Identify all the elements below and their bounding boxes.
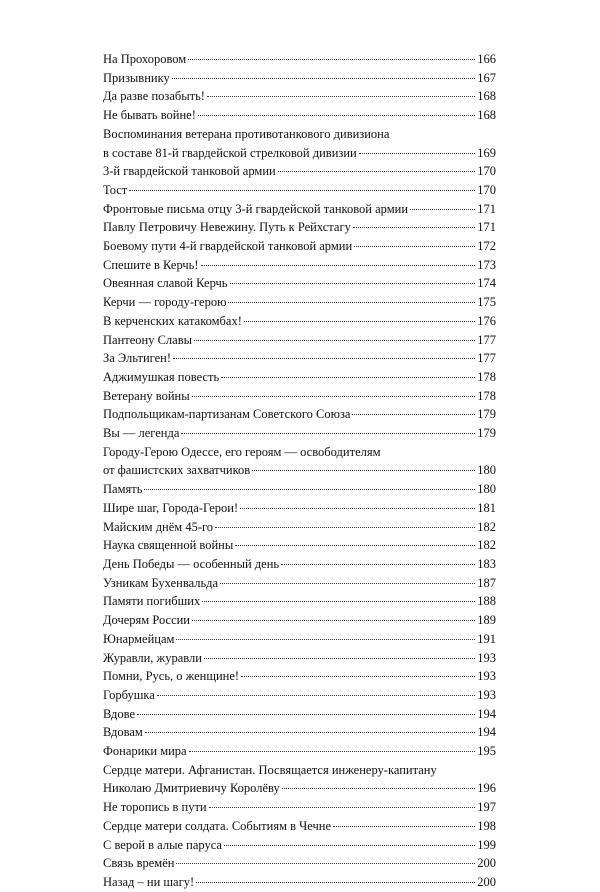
toc-entry-page-number: 182 xyxy=(477,519,496,534)
toc-entry-page-number: 179 xyxy=(477,426,496,441)
toc-entry xyxy=(103,125,496,162)
dot-leader xyxy=(252,470,475,471)
toc-entry-row xyxy=(103,667,496,686)
dot-leader xyxy=(224,845,475,846)
toc-entry-row xyxy=(103,50,496,69)
toc-entry-title: Спешите в Керчь! xyxy=(103,257,199,272)
dot-leader xyxy=(176,639,475,640)
toc-entry-title: Боевому пути 4-й гвардейской танковой армии xyxy=(103,239,353,254)
toc-entry-page-number: 182 xyxy=(477,538,496,553)
toc-entry xyxy=(103,331,496,350)
dot-leader xyxy=(281,564,475,565)
toc-entry-row xyxy=(103,274,496,293)
toc-entry xyxy=(103,873,496,892)
toc-entry-row xyxy=(103,779,496,798)
toc-entry-title: Вдове xyxy=(103,706,136,721)
toc-entry-row xyxy=(103,705,496,724)
toc-entry xyxy=(103,424,496,443)
toc-entry-page-number: 193 xyxy=(477,687,496,702)
toc-entry xyxy=(103,649,496,668)
toc-entry xyxy=(103,293,496,312)
toc-entry xyxy=(103,854,496,873)
dot-leader xyxy=(410,209,475,210)
toc-entry-row xyxy=(103,742,496,761)
toc-entry xyxy=(103,817,496,836)
toc-entry-row xyxy=(103,611,496,630)
dot-leader xyxy=(244,321,475,322)
dot-leader xyxy=(137,714,475,715)
toc-entry xyxy=(103,723,496,742)
toc-entry-page-number: 200 xyxy=(477,874,496,889)
toc-entry-page-number: 169 xyxy=(477,145,496,160)
toc-entry-title: Память xyxy=(103,482,143,497)
toc-entry-title: Ветерану войны xyxy=(103,388,190,403)
toc-entry-title: Фронтовые письма отцу 3-й гвардейской танковой армии xyxy=(103,201,409,216)
toc-entry xyxy=(103,667,496,686)
toc-entry-row xyxy=(103,555,496,574)
toc-entry-page-number: 196 xyxy=(477,781,496,796)
dot-leader xyxy=(353,227,475,228)
toc-entry-page-number: 176 xyxy=(477,313,496,328)
toc-entry xyxy=(103,218,496,237)
toc-entry xyxy=(103,349,496,368)
toc-entry-page-number: 170 xyxy=(477,164,496,179)
dot-leader xyxy=(230,283,476,284)
toc-entry-title: Подпольщикам-партизанам Советского Союза xyxy=(103,407,351,422)
toc-entry xyxy=(103,742,496,761)
dot-leader xyxy=(282,788,475,789)
toc-entry-page-number: 174 xyxy=(477,276,496,291)
dot-leader xyxy=(189,751,476,752)
toc-entry-row xyxy=(103,536,496,555)
toc-entry-title: В керченских катакомбах! xyxy=(103,313,242,328)
toc-entry-title: Павлу Петровичу Невежину. Путь к Рейхстагу xyxy=(103,220,351,235)
toc-entry-row xyxy=(103,592,496,611)
toc-entry xyxy=(103,387,496,406)
toc-entry xyxy=(103,69,496,88)
toc-entry-row xyxy=(103,256,496,275)
toc-entry xyxy=(103,162,496,181)
dot-leader xyxy=(235,545,475,546)
dot-leader xyxy=(207,96,475,97)
toc-entry-row xyxy=(103,649,496,668)
toc-entry-row xyxy=(103,798,496,817)
toc-entry-row xyxy=(103,817,496,836)
dot-leader xyxy=(198,115,475,116)
dot-leader xyxy=(172,78,476,79)
toc-entry xyxy=(103,536,496,555)
toc-entry-page-number: 188 xyxy=(477,594,496,609)
toc-entry xyxy=(103,368,496,387)
toc-entry-page-number: 170 xyxy=(477,182,496,197)
dot-leader xyxy=(333,826,475,827)
toc-entry-title: С верой в алые паруса xyxy=(103,837,222,852)
dot-leader xyxy=(129,190,475,191)
toc-entry-title: Фонарики мира xyxy=(103,744,187,759)
toc-entry-title: За Эльтиген! xyxy=(103,351,171,366)
toc-entry xyxy=(103,87,496,106)
toc-entry-page-number: 193 xyxy=(477,669,496,684)
toc-entry-title: На Прохоровом xyxy=(103,52,187,66)
toc-entry-title: Майским днём 45-го xyxy=(103,519,214,534)
toc-entry xyxy=(103,630,496,649)
toc-entry-title: День Победы — особенный день xyxy=(103,556,280,571)
toc-entry-row xyxy=(103,293,496,312)
toc-entry xyxy=(103,50,496,69)
toc-entry-title-line: Городу-Герою Одессе, его героям — освободителям xyxy=(103,444,381,459)
dot-leader xyxy=(209,807,476,808)
dot-leader xyxy=(354,246,475,247)
toc-entry-title-line: Воспоминания ветерана противотанкового дивизиона xyxy=(103,126,390,141)
dot-leader xyxy=(192,620,475,621)
dot-leader xyxy=(204,658,475,659)
toc-entry-row xyxy=(103,387,496,406)
dot-leader xyxy=(194,340,475,341)
toc-entry xyxy=(103,836,496,855)
dot-leader xyxy=(220,583,475,584)
dot-leader xyxy=(173,358,475,359)
toc-entry xyxy=(103,274,496,293)
dot-leader xyxy=(240,508,475,509)
toc-entry-title: Связь времён xyxy=(103,856,175,871)
toc-entry-title: Дочерям России xyxy=(103,613,190,628)
toc-entry xyxy=(103,798,496,817)
toc-entry-title: Тост xyxy=(103,182,128,197)
toc-entry-row xyxy=(103,424,496,443)
toc-entry-title: Не торопись в пути xyxy=(103,800,207,815)
toc-entry-page-number: 172 xyxy=(477,239,496,254)
toc-entry xyxy=(103,256,496,275)
dot-leader xyxy=(228,302,475,303)
dot-leader xyxy=(221,377,475,378)
toc-entry-row xyxy=(103,181,496,200)
toc-entry-row xyxy=(103,144,496,163)
toc-entry-title: Пантеону Славы xyxy=(103,332,193,347)
dot-leader xyxy=(192,396,476,397)
toc-entry-page-number: 193 xyxy=(477,650,496,665)
toc-entry-page-number: 181 xyxy=(477,500,496,515)
toc-entry-title: Наука священной войны xyxy=(103,538,234,553)
toc-entry xyxy=(103,686,496,705)
toc-entry-row xyxy=(103,574,496,593)
dot-leader xyxy=(144,489,475,490)
dot-leader xyxy=(188,59,475,60)
toc-entry-page-number: 168 xyxy=(477,89,496,104)
toc-entry xyxy=(103,106,496,125)
toc-entry-page-number: 194 xyxy=(477,706,496,721)
toc-entry-page-number: 168 xyxy=(477,108,496,123)
toc-entry-page-number: 178 xyxy=(477,388,496,403)
toc-entry-title: в составе 81-й гвардейской стрелковой дивизии xyxy=(103,145,357,160)
toc-entry-page-number: 198 xyxy=(477,818,496,833)
toc-entry-title: Вы — легенда xyxy=(103,426,180,441)
toc-entry-row xyxy=(103,331,496,350)
toc-entry-page-number: 166 xyxy=(477,52,496,66)
dot-leader xyxy=(196,882,475,883)
toc-entry xyxy=(103,443,496,480)
toc-entry xyxy=(103,592,496,611)
toc-entry-page-number: 194 xyxy=(477,725,496,740)
toc-entry xyxy=(103,761,496,798)
toc-entry-row xyxy=(103,87,496,106)
toc-entry xyxy=(103,555,496,574)
toc-entry xyxy=(103,480,496,499)
toc-entry xyxy=(103,405,496,424)
dot-leader xyxy=(145,732,475,733)
toc-entry xyxy=(103,611,496,630)
toc-entry-page-number: 167 xyxy=(477,70,496,85)
toc-entry-page-number: 180 xyxy=(477,463,496,478)
toc-entry-page-number: 180 xyxy=(477,482,496,497)
toc-entry-row xyxy=(103,686,496,705)
toc-entry-title: Помни, Русь, о женщине! xyxy=(103,669,240,684)
toc-entry-title: Журавли, журавли xyxy=(103,650,202,665)
toc-entry xyxy=(103,237,496,256)
toc-entry-row xyxy=(103,518,496,537)
toc-entry-title: Юнармейцам xyxy=(103,631,175,646)
toc-entry-page-number: 199 xyxy=(477,837,496,852)
toc-entry-row xyxy=(103,218,496,237)
toc-entry-row xyxy=(103,480,496,499)
toc-entry-page-number: 178 xyxy=(477,369,496,384)
toc-entry-title: Да разве позабыть! xyxy=(103,89,205,104)
toc-entry xyxy=(103,705,496,724)
dot-leader xyxy=(176,863,475,864)
toc-entry-page-number: 195 xyxy=(477,744,496,759)
toc-entry-title: Призывнику xyxy=(103,70,170,85)
toc-entry-row xyxy=(103,873,496,892)
dot-leader xyxy=(352,414,475,415)
dot-leader xyxy=(201,265,476,266)
dot-leader xyxy=(241,676,475,677)
toc-entry-row xyxy=(103,200,496,219)
toc-entry-title: Назад – ни шагу! xyxy=(103,874,195,889)
toc-entry-page-number: 183 xyxy=(477,556,496,571)
toc-entry-title: Не бывать войне! xyxy=(103,108,196,123)
toc-entry-page-number: 189 xyxy=(477,613,496,628)
toc-entry-page-number: 187 xyxy=(477,575,496,590)
toc-entry xyxy=(103,181,496,200)
table-of-contents xyxy=(103,50,496,892)
toc-entry-page-number: 197 xyxy=(477,800,496,815)
toc-entry xyxy=(103,574,496,593)
toc-entry-row xyxy=(103,349,496,368)
toc-entry-row xyxy=(103,405,496,424)
toc-entry-row xyxy=(103,836,496,855)
dot-leader xyxy=(278,171,476,172)
toc-entry-page-number: 171 xyxy=(477,220,496,235)
toc-entry-row xyxy=(103,237,496,256)
toc-entry-title: Вдовам xyxy=(103,725,143,740)
dot-leader xyxy=(202,601,475,602)
toc-entry-row xyxy=(103,312,496,331)
toc-entry-row xyxy=(103,368,496,387)
toc-entry-title: Аджимушкая повесть xyxy=(103,369,220,384)
toc-entry xyxy=(103,312,496,331)
toc-entry-row xyxy=(103,723,496,742)
toc-entry-page-number: 171 xyxy=(477,201,496,216)
toc-entry-title: 3-й гвардейской танковой армии xyxy=(103,164,276,179)
toc-entry-title: от фашистских захватчиков xyxy=(103,463,251,478)
dot-leader xyxy=(215,527,475,528)
toc-entry xyxy=(103,200,496,219)
toc-entry-title: Сердце матери солдата. Событиям в Чечне xyxy=(103,818,332,833)
toc-entry-title: Горбушка xyxy=(103,687,155,702)
toc-entry-page-number: 177 xyxy=(477,351,496,366)
toc-entry-row xyxy=(103,461,496,480)
toc-entry-row xyxy=(103,69,496,88)
toc-entry-page-number: 179 xyxy=(477,407,496,422)
dot-leader xyxy=(157,695,475,696)
toc-entry-row xyxy=(103,854,496,873)
toc-entry-title: Керчи — городу-герою xyxy=(103,295,227,310)
toc-entry-row xyxy=(103,162,496,181)
dot-leader xyxy=(359,153,476,154)
toc-entry xyxy=(103,499,496,518)
toc-entry-row xyxy=(103,106,496,125)
toc-entry-page-number: 191 xyxy=(477,631,496,646)
toc-entry-title-line: Сердце матери. Афганистан. Посвящается инженеру-капитану xyxy=(103,762,437,777)
dot-leader xyxy=(181,433,475,434)
toc-entry-title: Шире шаг, Города-Герои! xyxy=(103,500,239,515)
toc-entry-page-number: 177 xyxy=(477,332,496,347)
toc-entry-title: Памяти погибших xyxy=(103,594,201,609)
toc-entry-title: Узникам Бухенвальда xyxy=(103,575,219,590)
toc-entry xyxy=(103,518,496,537)
toc-entry-page-number: 175 xyxy=(477,295,496,310)
toc-entry-page-number: 200 xyxy=(477,856,496,871)
toc-entry-title: Овеянная славой Керчь xyxy=(103,276,228,291)
toc-entry-row xyxy=(103,630,496,649)
toc-entry-title: Николаю Дмитриевичу Королёву xyxy=(103,781,280,796)
toc-entry-row xyxy=(103,499,496,518)
toc-entry-page-number: 173 xyxy=(477,257,496,272)
